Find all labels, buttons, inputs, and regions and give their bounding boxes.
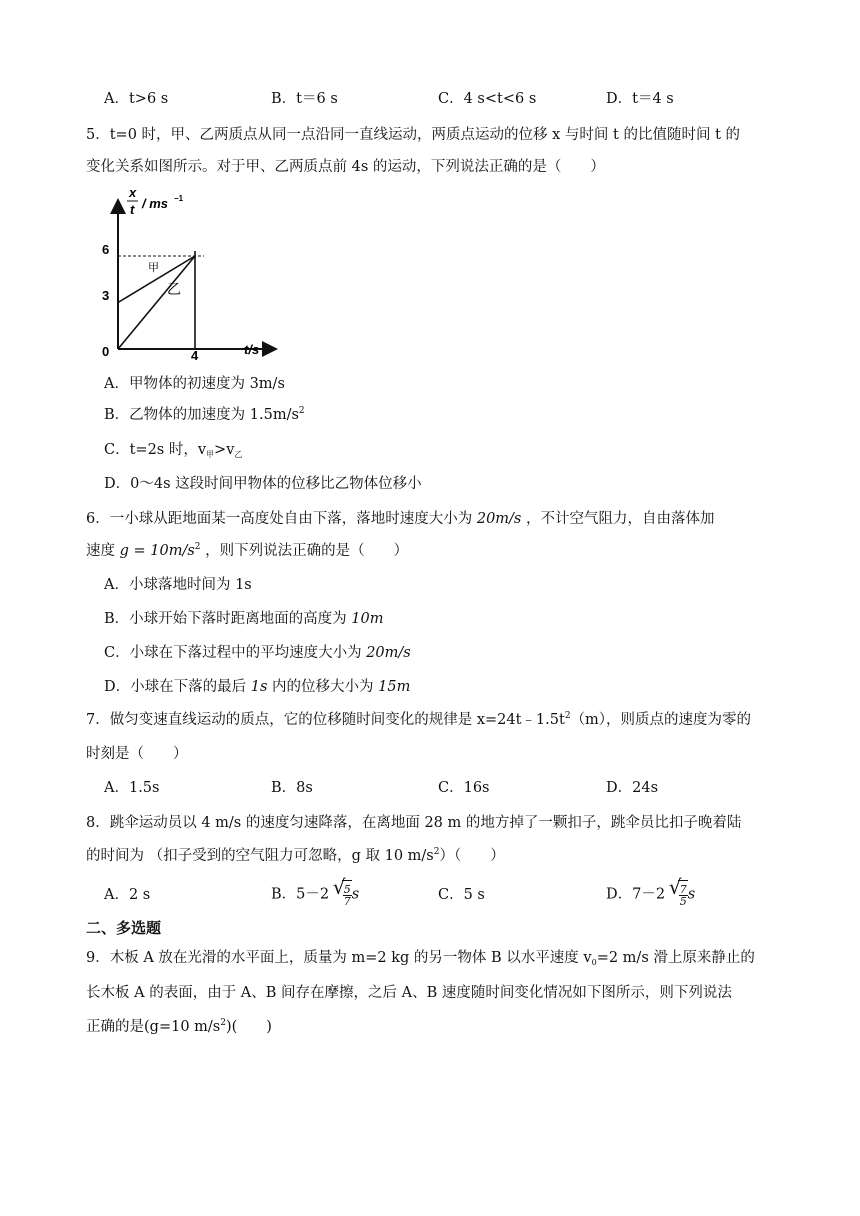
q9-stem-line1: 9．木板 A 放在光滑的水平面上，质量为 m=2 kg 的另一物体 B 以水平速度 $v_0=2$ m/s 滑上原来静止的 xyxy=(86,950,755,967)
tick-3: 3 xyxy=(102,288,110,303)
label-yi: 乙 xyxy=(167,281,181,297)
q8-option-b: B．5－2 √ $\frac{5}{7}$ s xyxy=(271,880,359,909)
q7-option-d: D．24s xyxy=(606,780,659,796)
q4-option-a: A．t>6 s xyxy=(104,91,169,107)
q4-option-b: B．t＝6 s xyxy=(271,91,338,107)
y-unit-exp: −1 xyxy=(174,194,184,203)
q6-option-b: B．小球开始下落时距离地面的高度为 10m xyxy=(104,611,384,627)
q6-stem-line1: 6．一小球从距地面某一高度处自由下落，落地时速度大小为 20m/s ，不计空气阻力，自由落体加 xyxy=(86,511,715,527)
q7-option-c: C．16s xyxy=(438,780,490,796)
y-label-den: t xyxy=(130,202,135,217)
y-label-num: x xyxy=(129,186,137,200)
q7-option-a: A．1.5s xyxy=(104,780,160,796)
q9-stem-line3: 正确的是(g=10 $m/s^2$)( ) xyxy=(86,1018,272,1035)
q7-option-b: B．8s xyxy=(271,780,313,796)
tick-6: 6 xyxy=(102,242,110,257)
q6-option-a: A．小球落地时间为 1s xyxy=(104,577,252,593)
q8-option-d: D．7－2 √ $\frac{7}{5}$ s xyxy=(606,880,695,909)
q6-stem-line2: 速度 $g = 10m/s^2$ ，则下列说法正确的是（ ） xyxy=(86,542,409,559)
q5-stem-line2: 变化关系如图所示。对于甲、乙两质点前 4s 的运动，下列说法正确的是（ ） xyxy=(86,159,605,175)
q9-stem-line2: 长木板 A 的表面，由于 A、B 间存在摩擦，之后 A、B 速度随时间变化情况如下图所示，则下列说法 xyxy=(86,985,732,1001)
tick-4: 4 xyxy=(191,348,199,363)
q8-stem-line1: 8．跳伞运动员以 4 m/s 的速度匀速降落，在离地面 28 m 的地方掉了一颗扣子，跳伞员比扣子晚着陆 xyxy=(86,815,742,831)
q7-stem-line1: 7．做匀变速直线运动的质点，它的位移随时间变化的规律是 $x=24t﹣1.5t^2(m)$，则质点的速度为零的 xyxy=(86,711,752,728)
q8-option-c: C．5 s xyxy=(438,887,485,903)
q6-option-d: D．小球在下落的最后 1s 内的位移大小为 15m xyxy=(104,679,411,695)
q6-option-c: C．小球在下落过程中的平均速度大小为 20m/s xyxy=(104,645,411,661)
section-heading-multi-choice: 二、多选题 xyxy=(86,919,162,937)
q4-option-d: D．t＝4 s xyxy=(606,91,674,107)
label-jia: 甲 xyxy=(148,262,159,274)
q5-stem-line1: 5．t=0 时，甲、乙两质点从同一点沿同一直线运动，两质点运动的位移 x 与时间 t 的比值随时间 t 的 xyxy=(86,127,741,143)
q8-option-a: A．2 s xyxy=(104,887,151,903)
x-axis-label: t/s xyxy=(244,342,260,357)
q5-option-d: D．0～4s 这段时间甲物体的位移比乙物体位移小 xyxy=(104,476,422,492)
q5-option-c: C．t=2s 时，$v_甲>v_乙$ xyxy=(104,442,243,459)
q8-stem-line2: 的时间为 （扣子受到的空气阻力可忽略，g 取 10 $m/s^2$）（ ） xyxy=(86,847,505,864)
tick-0: 0 xyxy=(102,344,110,359)
q4-option-c: C．4 s<t<6 s xyxy=(438,91,537,107)
q5-option-b: B．乙物体的加速度为 $1.5m/s^2$ xyxy=(104,406,305,423)
q5-graph xyxy=(96,186,286,366)
q7-stem-line2: 时刻是（ ） xyxy=(86,746,188,762)
y-unit: / ms xyxy=(142,196,169,211)
q5-option-a: A．甲物体的初速度为 3m/s xyxy=(104,376,285,392)
